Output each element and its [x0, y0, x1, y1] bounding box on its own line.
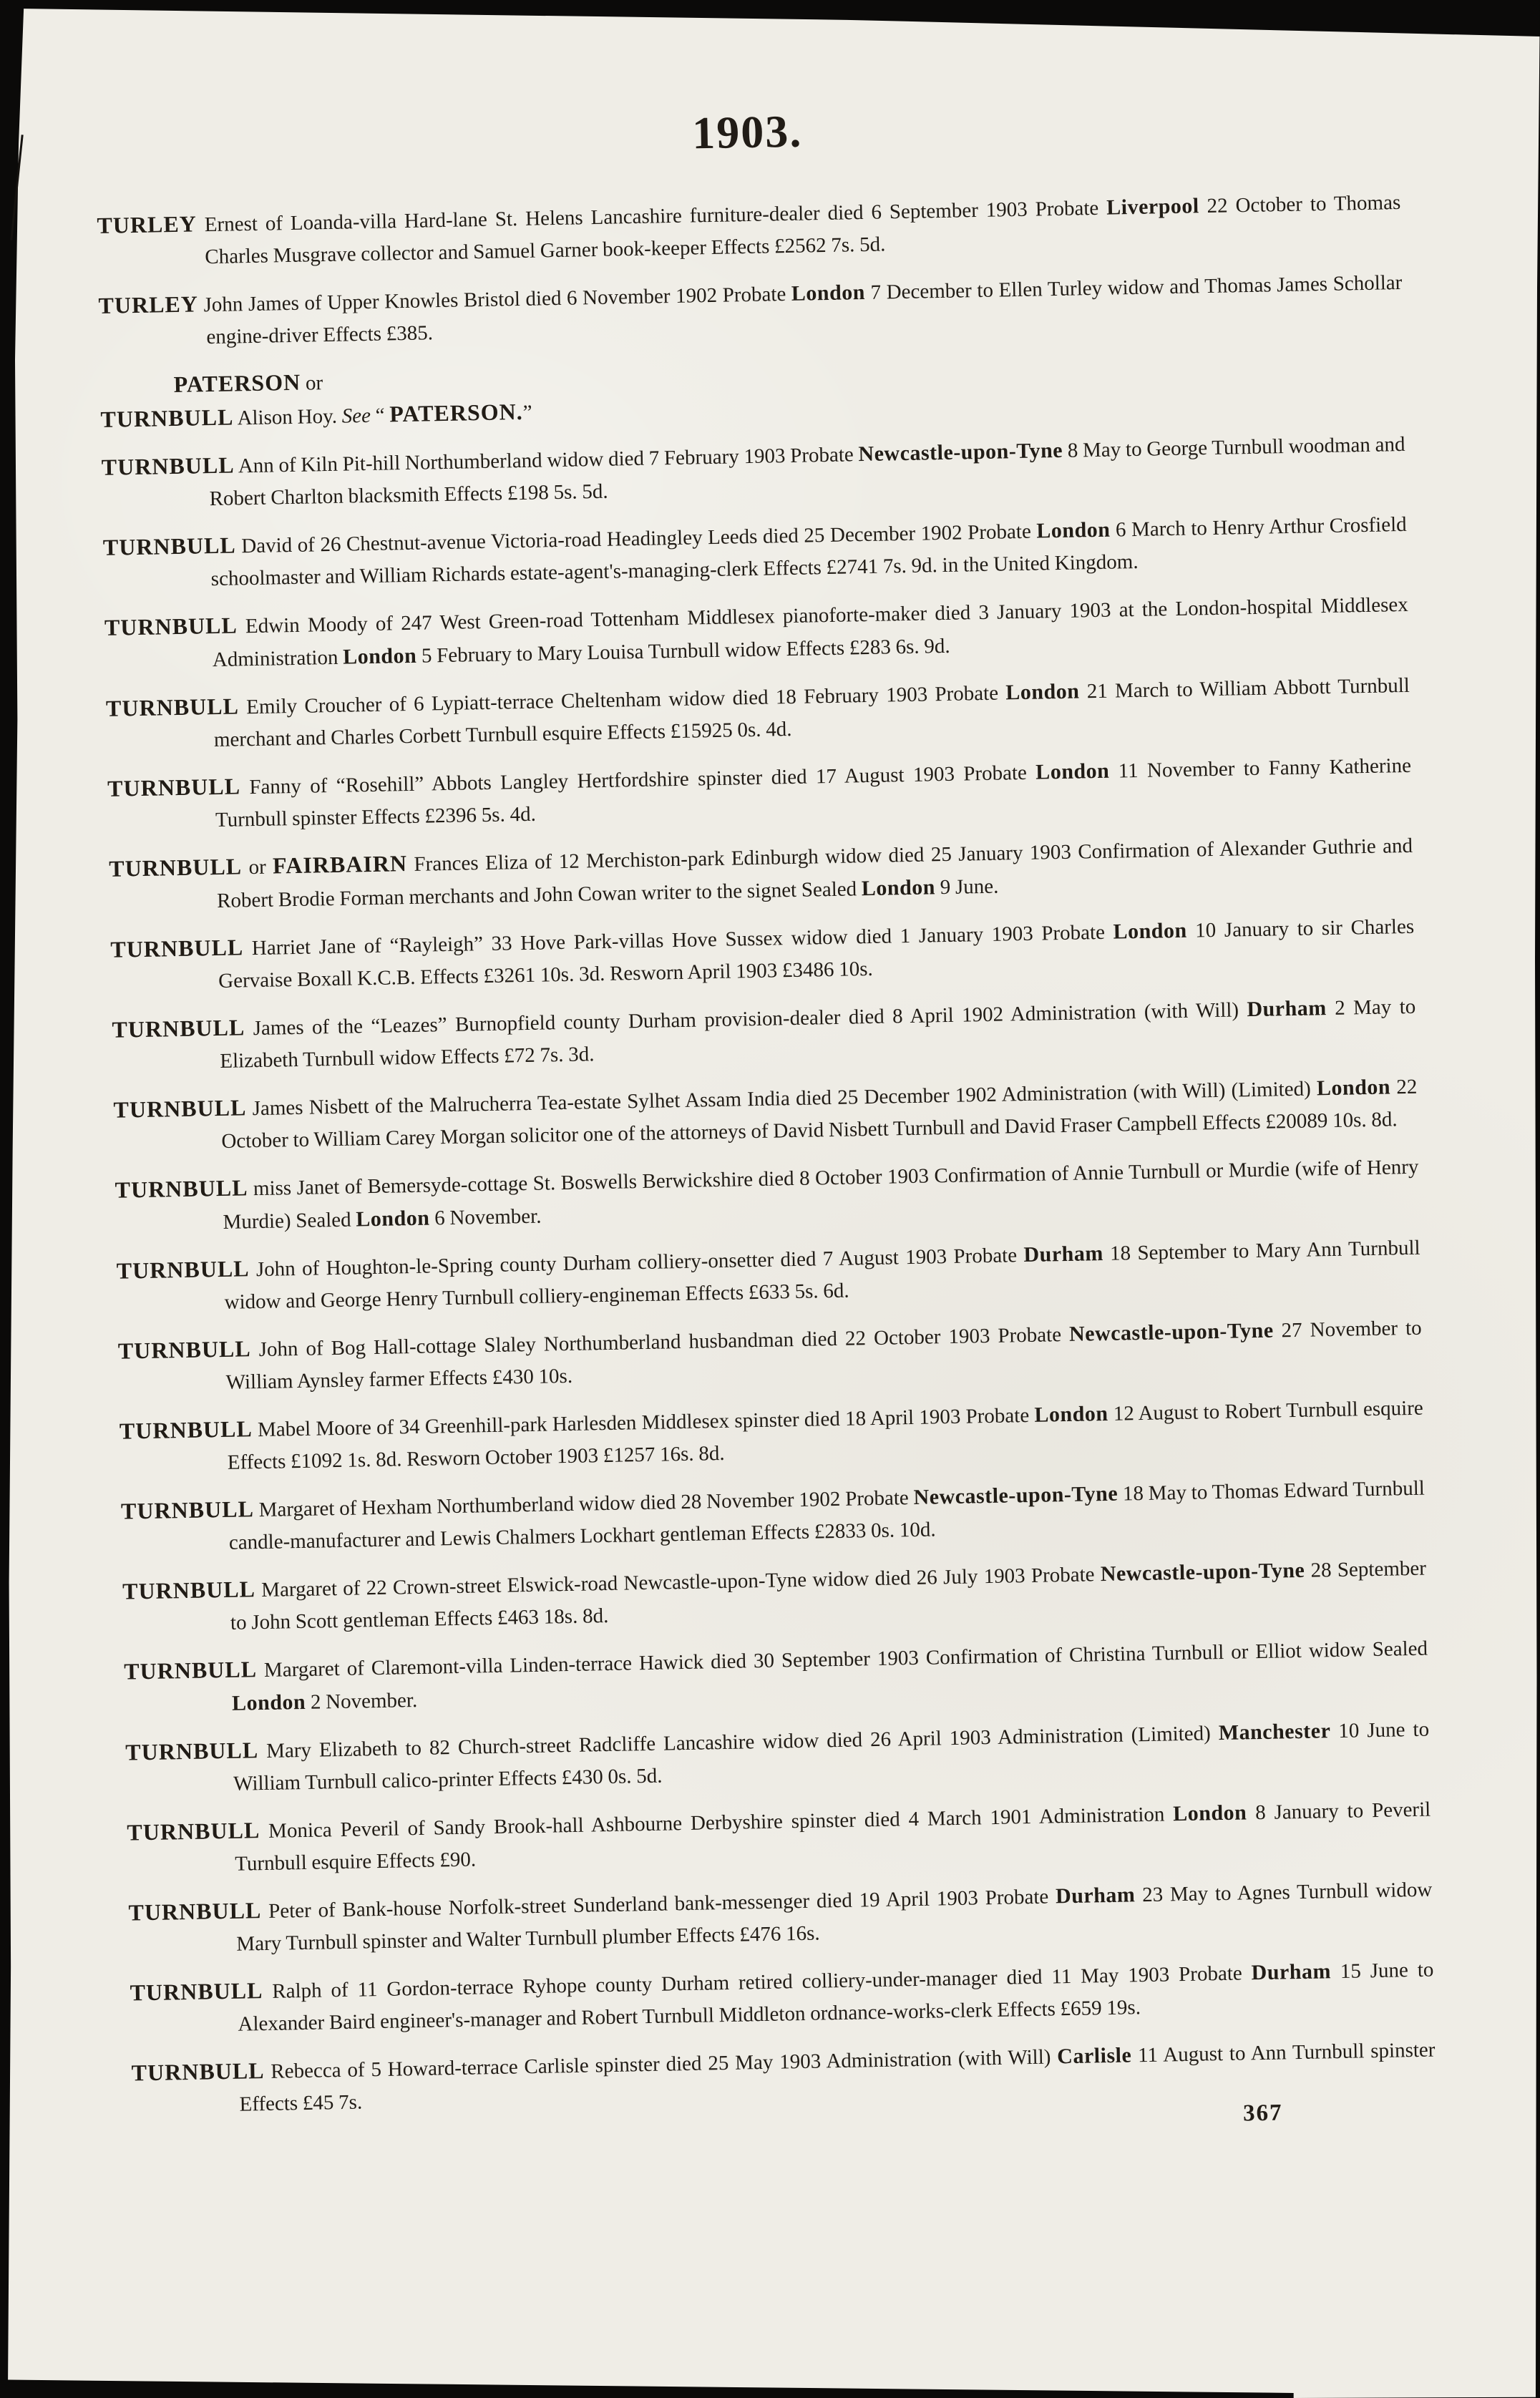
entry-text: James of the “Leazes” Burnopfield county Durham provision-dealer died 8 April 1902 Administration (with Will)	[245, 998, 1247, 1040]
registry-name: Durham	[1023, 1241, 1104, 1267]
surname-text: TURNBULL	[120, 1496, 255, 1524]
surname-text: PATERSON.	[389, 398, 524, 427]
entry-text: Ralph of 11 Gordon-terrace Ryhope county Durham retired colliery-under-manager died 11 May 1903 Probate	[263, 1961, 1252, 2004]
entry-text: James Nisbett of the Malrucherra Tea-estate Sylhet Assam India died 25 December 1902 Administration (with Will) (Limited)	[246, 1077, 1317, 1121]
registry-name: Durham	[1251, 1959, 1332, 1985]
entry-text: Fanny of “Rosehill” Abbots Langley Hertfordshire spinster died 17 August 1903 Probate	[240, 761, 1036, 799]
surname-text: TURNBULL	[116, 1255, 250, 1284]
entry-text: Frances Eliza of 12 Merchiston-park Edinburgh widow died 25 January 1903 Confirmation of Alexander Guthrie and Robert Brodie Forman merchants and John Cowan writer to the signet Sealed	[216, 834, 1413, 913]
registry-name: Newcastle-upon-Tyne	[858, 438, 1063, 467]
entry-text: See	[341, 404, 371, 428]
entry-text: Mabel Moore of 34 Greenhill-park Harlesden Middlesex spinster died 18 April 1903 Probate	[252, 1403, 1035, 1442]
entry-text: Emily Croucher of 6 Lypiatt-terrace Cheltenham widow died 18 February 1903 Probate	[238, 681, 1006, 719]
entry-text: ”	[522, 401, 532, 424]
entry-text: 2 November.	[305, 1688, 418, 1714]
probate-entry	[106, 668, 1410, 759]
registry-name: London	[1005, 679, 1080, 705]
entries-list	[97, 185, 1436, 2123]
probate-entry	[127, 1793, 1431, 1883]
surname-text: PATERSON	[173, 369, 301, 398]
surname-text: TURNBULL	[110, 934, 244, 962]
entry-text: John of Houghton-le-Spring county Durham colliery-onsetter died 7 August 1903 Probate	[249, 1244, 1024, 1282]
entry-text: or	[241, 855, 273, 879]
surname-text: TURLEY	[97, 210, 198, 238]
surname-text: TURNBULL	[123, 1656, 258, 1685]
probate-entry	[116, 1231, 1420, 1321]
entry-text: John James of Upper Knowles Bristol died 6 November 1902 Probate	[198, 282, 792, 317]
probate-entry	[107, 749, 1412, 839]
probate-entry	[99, 346, 1404, 437]
probate-entry	[114, 1150, 1419, 1241]
probate-entry	[104, 588, 1409, 678]
registry-name: Durham	[1055, 1883, 1136, 1909]
entry-text: 6 March to Henry Arthur Crosfield schoolmaster and William Richards estate-agent's-managing-clerk Effects £2741 7s. 9d. in the United Kingdom.	[210, 512, 1407, 591]
registry-name: London	[1316, 1075, 1391, 1101]
page-number: 367	[1242, 2100, 1283, 2127]
entry-text: 18 May to Thomas Edward Turnbull candle-manufacturer and Lewis Chalmers Lockhart gentleman Effects £2833 0s. 10d.	[228, 1476, 1426, 1554]
surname-text: TURNBULL	[122, 1576, 256, 1604]
registry-name: London	[1035, 759, 1110, 784]
surname-text: TURNBULL	[105, 693, 240, 721]
entry-text: Harriet Jane of “Rayleigh” 33 Hove Park-villas Hove Sussex widow died 1 January 1903 Probate	[243, 920, 1113, 960]
surname-text: TURNBULL	[100, 404, 234, 432]
surname-text: TURNBULL	[127, 1817, 260, 1846]
registry-name: London	[356, 1206, 430, 1232]
entry-text: miss Janet of Bemersyde-cottage St. Boswells Berwickshire died 8 October 1903 Confirmation of Annie Turnbull or Murdie (wife of Henry Murdie) Sealed	[223, 1155, 1419, 1234]
entry-text: Ann of Kiln Pit-hill Northumberland widow died 7 February 1903 Probate	[234, 443, 859, 478]
entry-text: 28 September to John Scott gentleman Effects £463 18s. 8d.	[230, 1556, 1427, 1634]
surname-text: TURNBULL	[107, 773, 241, 801]
surname-text: TURNBULL	[102, 532, 237, 560]
entry-text: Mary Elizabeth to 82 Church-street Radcliffe Lancashire widow died 26 April 1903 Administration (Limited)	[258, 1722, 1219, 1763]
registry-name: Carlisle	[1056, 2043, 1132, 2069]
registry-name: Newcastle-upon-Tyne	[1100, 1558, 1305, 1587]
probate-entry	[124, 1632, 1428, 1722]
registry-name: London	[1172, 1800, 1247, 1826]
probate-entry	[97, 185, 1401, 276]
registry-name: Durham	[1247, 996, 1327, 1022]
registry-name: London	[1034, 1401, 1108, 1427]
entry-text: 11 November to Fanny Katherine Turnbull spinster Effects £2396 5s. 4d.	[215, 754, 1412, 832]
probate-entry	[98, 265, 1403, 356]
probate-entry	[117, 1311, 1422, 1401]
registry-name: London	[231, 1690, 306, 1715]
entry-text: 21 March to William Abbott Turnbull merchant and Charles Corbett Turnbull esquire Effects £15925 0s. 4d.	[213, 673, 1410, 752]
entry-text: 11 August to Ann Turnbull spinster Effects £45 7s.	[239, 2038, 1436, 2116]
registry-name: London	[1113, 918, 1187, 944]
probate-entry	[131, 2033, 1436, 2123]
entry-text: 22 October to Thomas Charles Musgrave collector and Samuel Garner book-keeper Effects £2562 7s. 5d.	[205, 190, 1401, 269]
registry-name: London	[791, 280, 866, 306]
printed-text-block	[93, 0, 1436, 2138]
entry-text: “	[370, 404, 390, 427]
entry-text: Ernest of Loanda-villa Hard-lane St. Helens Lancashire furniture-dealer died 6 September 1903 Probate	[196, 196, 1107, 237]
surname-text: TURLEY	[98, 291, 199, 318]
registry-name: Newcastle-upon-Tyne	[913, 1481, 1119, 1509]
surname-text: TURNBULL	[131, 2057, 265, 2086]
surname-text: FAIRBAIRN	[272, 850, 408, 879]
probate-entry	[120, 1391, 1424, 1481]
probate-entry	[102, 507, 1407, 598]
entry-text: 6 November.	[429, 1204, 542, 1230]
entry-text: 23 May to Agnes Turnbull widow Mary Turnbull spinster and Walter Turnbull plumber Effects £476 16s.	[236, 1878, 1433, 1956]
entry-text: Margaret of 22 Crown-street Elswick-road Newcastle-upon-Tyne widow died 26 July 1903 Probate	[255, 1563, 1101, 1602]
surname-text: TURNBULL	[108, 853, 243, 882]
registry-name: London	[1036, 517, 1111, 543]
surname-text: TURNBULL	[113, 1094, 247, 1123]
registry-name: London	[861, 875, 936, 901]
surname-text: TURNBULL	[104, 612, 238, 640]
entry-text: 15 June to Alexander Baird engineer's-manager and Robert Turnbull Middleton ordnance-works-clerk Effects £659 19s.	[238, 1958, 1434, 2036]
entry-text: 27 November to William Aynsley farmer Effects £430 10s.	[225, 1316, 1422, 1394]
surname-text: TURNBULL	[112, 1014, 245, 1043]
entry-text: 9 June.	[935, 874, 999, 900]
entry-text: Alison Hoy.	[233, 404, 342, 430]
registry-name: Newcastle-upon-Tyne	[1068, 1318, 1274, 1346]
entry-text: Peter of Bank-house Norfolk-street Sunderland bank-messenger died 19 April 1903 Probate	[261, 1885, 1056, 1924]
registry-name: Liverpool	[1106, 194, 1199, 220]
year-heading: 1903.	[691, 105, 803, 159]
entry-text: Margaret of Claremont-villa Linden-terrace Hawick died 30 September 1903 Confirmation of Christina Turnbull or Elliot widow Sealed	[256, 1637, 1428, 1682]
entry-text: 7 December to Ellen Turley widow and Thomas James Schollar engine-driver Effects £385.	[206, 270, 1403, 349]
probate-entry	[113, 1070, 1418, 1160]
entry-text: or	[300, 371, 323, 395]
entry-text: 8 January to Peveril Turnbull esquire Effects £90.	[234, 1798, 1431, 1876]
entry-text: John of Bog Hall-cottage Slaley Northumberland husbandman died 22 October 1903 Probate	[250, 1322, 1070, 1362]
probate-entry	[122, 1551, 1427, 1642]
probate-entry	[125, 1712, 1430, 1803]
probate-entry	[110, 910, 1415, 1000]
entry-text: Edwin Moody of 247 West Green-road Tottenham Middlesex pianoforte-maker died 3 January 1903 at the London-hospital Middlesex Administration	[212, 593, 1409, 672]
entry-text: Rebecca of 5 Howard-terrace Carlisle spinster died 25 May 1903 Administration (with Will)	[264, 2045, 1058, 2084]
surname-text: TURNBULL	[101, 452, 235, 480]
registry-name: Manchester	[1218, 1719, 1331, 1745]
entry-text: 10 June to William Turnbull calico-printer Effects £430 0s. 5d.	[233, 1717, 1430, 1795]
probate-entry	[128, 1873, 1433, 1963]
entry-text: 10 January to sir Charles Gervaise Boxall K.C.B. Effects £3261 10s. 3d. Resworn April 1903 £3486 10s.	[218, 915, 1415, 993]
probate-entry	[101, 427, 1405, 517]
probate-entry	[109, 829, 1413, 920]
entry-text: 22 October to William Carey Morgan solicitor one of the attorneys of David Nisbett Turnbull and David Fraser Campbell Effects £20089 10s. 8d.	[221, 1075, 1418, 1153]
probate-entry	[130, 1953, 1434, 2043]
entry-text: 2 May to Elizabeth Turnbull widow Effects £72 7s. 3d.	[220, 995, 1416, 1073]
surname-text: TURNBULL	[117, 1335, 251, 1364]
probate-entry	[112, 990, 1416, 1080]
surname-text: TURNBULL	[130, 1977, 263, 2006]
registry-name: London	[342, 643, 417, 669]
entry-text: David of 26 Chestnut-avenue Victoria-road Headingley Leeds died 25 December 1902 Probate	[235, 520, 1037, 558]
entry-text: Monica Peveril of Sandy Brook-hall Ashbourne Derbyshire spinster died 4 March 1901 Administration	[259, 1803, 1174, 1843]
entry-text: 8 May to George Turnbull woodman and Robert Charlton blacksmith Effects £198 5s. 5d.	[209, 432, 1405, 511]
entry-text: 18 September to Mary Ann Turnbull widow and George Henry Turnbull colliery-engineman Effects £633 5s. 6d.	[224, 1236, 1420, 1314]
probate-entry	[121, 1471, 1426, 1561]
surname-text: TURNBULL	[128, 1897, 262, 1926]
surname-text: TURNBULL	[119, 1415, 253, 1444]
entry-text: 12 August to Robert Turnbull esquire Effects £1092 1s. 8d. Resworn October 1903 £1257 16s. 8d.	[227, 1396, 1423, 1474]
surname-text: TURNBULL	[114, 1174, 248, 1203]
surname-text: TURNBULL	[125, 1737, 259, 1765]
entry-text: Margaret of Hexham Northumberland widow died 28 November 1902 Probate	[253, 1486, 914, 1522]
entry-text: 5 February to Mary Louisa Turnbull widow Effects £283 6s. 9d.	[416, 634, 950, 668]
